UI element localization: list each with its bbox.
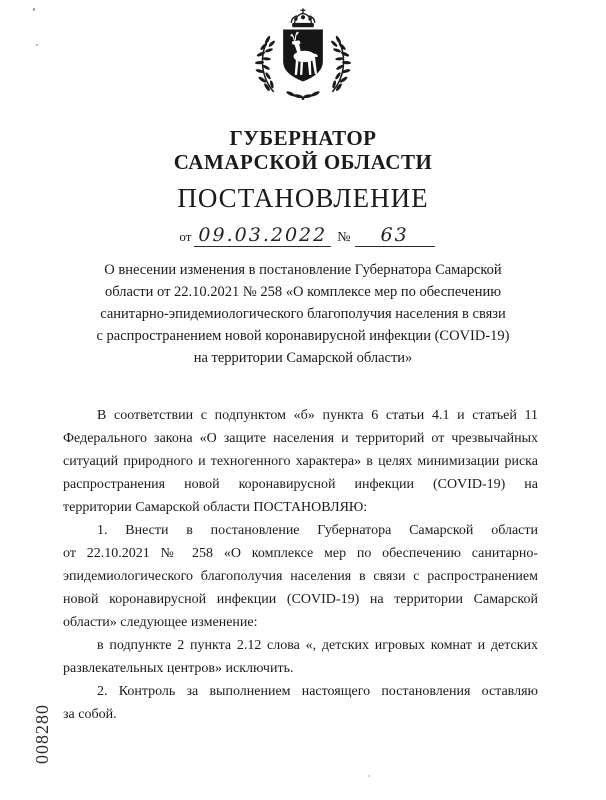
authority-line-2: САМАРСКОЙ ОБЛАСТИ [173,150,433,174]
date-label: от [179,229,192,244]
handwritten-number: 63 [355,224,435,247]
scan-speck [33,8,35,11]
registration-stamp-number: 008280 [32,704,52,764]
body-line: распространения новой коронавирусной инфекции (COVID-19) на [63,477,538,492]
body-line: области» следующее изменение: [63,615,258,630]
decree-subject [53,259,553,369]
subject-line: О внесении изменения в постановление Губернатора Самарской [104,262,502,278]
body-line: Федерального закона «О защите населения и территорий от чрезвычайных [63,431,538,446]
subject-line: с распространением новой коронавирусной инфекции (COVID-19) [96,328,510,344]
scan-speck [36,44,38,46]
body-line: развлекательных центров» исключить. [63,661,294,676]
subject-line: области от 22.10.2021 № 258 «О комплексе мер по обеспечению [104,284,502,300]
date-and-number-line [4,224,606,247]
subject-line: на территории Самарской области» [193,350,413,366]
document-type-title: ПОСТАНОВЛЕНИЕ [177,183,429,213]
body-line: ситуаций природного и техногенного характера» в целях минимизации риска [63,454,538,469]
body-line: В соответствии с подпунктом «б» пункта 6 статьи 4.1 и статьей 11 [97,408,538,423]
body-line: новой коронавирусной инфекции (COVID-19) на территории Самарской [63,592,538,607]
authority-line-1: ГУБЕРНАТОР [229,126,377,150]
subject-line: санитарно-эпидемиологического благополучия населения в связи [100,306,506,322]
body-line: от 22.10.2021 № 258 «О комплексе мер по обеспечению санитарно- [63,546,538,561]
laurel-branch-right [330,35,351,92]
body-line: 1. Внести в постановление Губернатора Самарской области [97,523,538,538]
coat-of-arms [251,6,355,106]
handwritten-date: 09.03.2022 [194,224,331,247]
crown-icon [291,8,315,23]
body-line: эпидемиологического благополучия населения в связи с распространением [63,569,538,584]
scan-speck [368,775,370,777]
body-line: в подпункте 2 пункта 2.12 слова «, детских игровых комнат и детских [97,638,538,653]
decree-body [63,404,538,726]
body-line: 2. Контроль за выполнением настоящего постановления оставляю [97,684,538,699]
samara-coat-of-arms-icon [251,6,355,106]
body-line: территории Самарской области ПОСТАНОВЛЯЮ: [63,500,368,515]
number-sign: № [337,230,351,245]
issuing-authority [0,126,606,174]
ribbon-ornament [286,90,321,100]
body-line: за собой. [63,707,117,722]
